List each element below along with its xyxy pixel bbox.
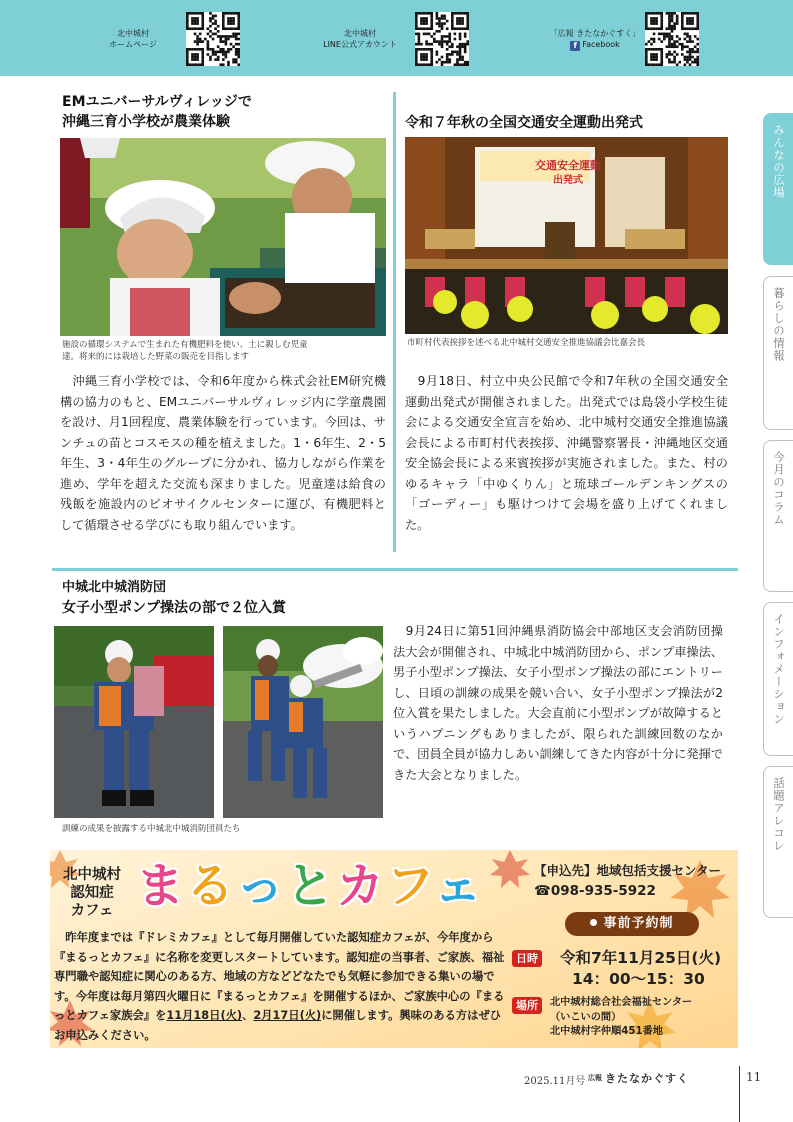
svg-text:交通安全運動: 交通安全運動 (535, 159, 601, 172)
qr-label-line: 北中城村 LINE公式アカウント (323, 29, 397, 49)
cafe-title-char: カ (336, 858, 387, 914)
tab-minna-no-hiroba[interactable]: みんなの広場 (763, 113, 793, 265)
footer-rule (739, 1066, 740, 1122)
cafe-venue: 北中城村総合社会福祉センター （いこいの間） 北中城村字仲順451番地 (550, 997, 693, 1037)
qr-label-facebook: 「広報 きたなかぐすく」 f Facebook (549, 29, 641, 50)
column-divider (393, 92, 396, 552)
tab-kurashi-no-joho[interactable]: 暮らしの情報 (763, 276, 793, 430)
cafe-organizer: 北中城村 認知症 カフェ (63, 867, 121, 919)
cafe-title-char: っ (236, 858, 287, 914)
qr-code-facebook[interactable] (645, 12, 699, 66)
cafe-title-char: る (186, 858, 237, 914)
article3-photo-firefighter-1 (54, 626, 214, 818)
cafe-phone-number[interactable]: ☎098-935-5922 (534, 883, 656, 899)
article2-photo-ceremony-stage (405, 137, 728, 334)
section-divider (52, 568, 738, 571)
tab-information[interactable]: インフォメーション (763, 602, 793, 756)
article2-headline: 令和７年秋の全国交通安全運動出発式 (405, 115, 643, 131)
reservation-required-badge: 事前予約制 (565, 912, 699, 936)
cafe-date-1: 11月18日(火) (166, 1009, 243, 1023)
header-band (0, 0, 793, 76)
article3-headline: 中城北中城消防団 女子小型ポンプ操法の部で２位入賞 (62, 580, 286, 616)
cafe-date-2: 2月17日(火) (253, 1009, 322, 1023)
article3-caption: 訓練の成果を披露する中城北中城消防団員たち (62, 824, 241, 834)
page-number: 11 (746, 1070, 762, 1084)
article1-caption: 施設の循環システムで生まれた有機肥料を使い、土に親しむ児童 達。将来的には栽培した野菜の販売を目指します (62, 340, 308, 362)
article3-body: 9月24日に第51回沖縄県消防協会中部地区支会消防団操法大会が開催され、中城北中城消防団から、ポンプ車操法、男子小型ポンプ操法、女子小型ポンプ操法の部にエントリーし、日頃の訓練の成果を競い合い、女子小型ポンプ操法が2位入賞を果たしました。大会直前に小型ポンプが故障するというハプニングもありましたが、限られた訓練回数のなかで、団員全員が協力しあい訓練してきた内容が十分に発揮できた大会となりました。 (393, 624, 723, 782)
cafe-banner (50, 850, 738, 1048)
svg-text:出発式: 出発式 (553, 175, 583, 186)
qr-code-line[interactable] (415, 12, 469, 66)
cafe-contact-heading: 【申込先】地域包括支援センター (534, 863, 722, 878)
article3-photo-firefighter-2 (223, 626, 383, 818)
cafe-title-char: フ (386, 858, 434, 914)
article1-photo-farming-children (60, 138, 386, 336)
article1-body: 沖縄三育小学校では、令和6年度から株式会社EM研究機構の協力のもと、EMユニバーサルヴィレッジ内に学童農園を設け、月1回程度、農業体験を行っています。今回は、サンチュの苗とコスモスの種を植えました。1・6年生、2・5年生、3・4年生のグループに分かれ、協力しながら作業を進め、学年を超えた交流も深まりました。児童達は給食の残飯を施設内のビオサイクルセンターに運び、有機肥料として循環させる学びにも取り組んでいます。 (60, 374, 386, 532)
article1-headline: EMユニバーサルヴィレッジで 沖縄三育小学校が農業体験 (62, 94, 252, 130)
cafe-title (136, 854, 484, 918)
qr-label-homepage: 北中城村 ホームページ (109, 29, 157, 49)
date-tag: 日時 (512, 950, 542, 967)
magazine-title: 広報 きたなかぐすく (588, 1072, 689, 1085)
cafe-title-char: ま (136, 858, 187, 914)
article2-caption: 市町村代表挨拶を述べる北中城村交通安全推進協議会比嘉会長 (407, 338, 646, 348)
cafe-time: 14：00〜15：30 (572, 970, 705, 988)
tab-kongetsu-no-column[interactable]: 今月のコラム (763, 440, 793, 592)
article2-body: 9月18日、村立中央公民館で令和7年秋の全国交通安全運動出発式が開催されました。出発式では島袋小学校生徒会による交通安全宣言を始め、北中城村交通安全推進協議会長による市町村代表挨拶、沖縄警察署長・沖縄地区交通安全協会長による来賓挨拶が実施されました。また、村のゆるキャラ「中ゆくりん」と琉球ゴールデンキングスの「ゴーディー」も駆けつけて会場を盛り上げてくれました。 (405, 374, 728, 532)
tab-wadai-arekore[interactable]: 話題アレコレ (763, 766, 793, 918)
facebook-icon: f (570, 41, 580, 51)
cafe-description: 昨年度までは『ドレミカフェ』として毎月開催していた認知症カフェが、今年度から『まるっとカフェ』に名称を変更しスタートしています。認知症の当事者、ご家族、福祉専門職や認知症に関心のある方、地域の方などどなたでも気軽に参加できる集いの場です。今年度は毎月第四火曜日に『まるっとカフェ』を開催するほか、ご家族中心の『まるっとカフェ家族会』を11月18日(火)、2月17日(火)に開催します。興味のある方はぜひお申込みください。 (54, 931, 505, 1042)
place-tag: 場所 (512, 997, 542, 1014)
cafe-title-char: と (286, 858, 337, 914)
cafe-title-char: ェ (433, 858, 484, 914)
qr-code-homepage[interactable] (186, 12, 240, 66)
issue-date: 2025.11月号 (524, 1076, 586, 1087)
cafe-date: 令和7年11月25日(火) (560, 949, 722, 967)
